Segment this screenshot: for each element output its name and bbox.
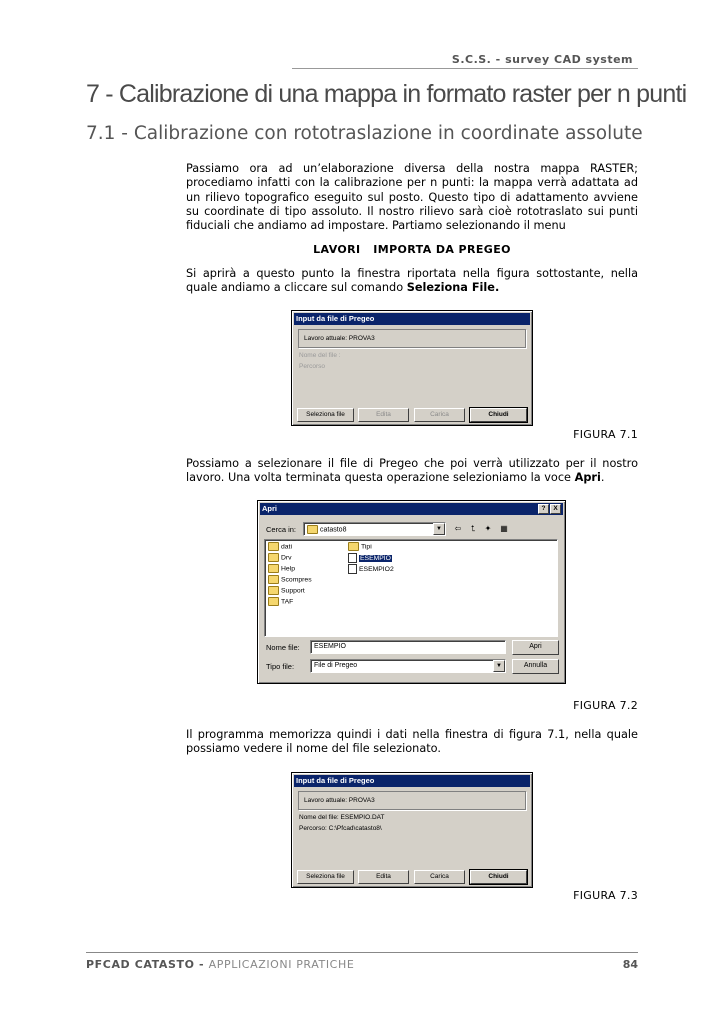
folder-icon bbox=[268, 575, 279, 584]
paragraph-2-bold: Seleziona File. bbox=[406, 281, 500, 295]
paragraph-3 bbox=[186, 457, 638, 486]
filetype-label: Tipo file: bbox=[266, 662, 295, 671]
footer-bold: PFCAD CATASTO - bbox=[86, 958, 209, 971]
file-icon bbox=[348, 564, 357, 574]
fig1-nome: Nome del file : bbox=[299, 352, 341, 359]
figure-7-1-dialog bbox=[291, 310, 533, 426]
fig3-chiudi-button[interactable]: Chiudi bbox=[470, 870, 527, 884]
lookin-combo[interactable] bbox=[303, 522, 446, 536]
list-item[interactable] bbox=[268, 564, 295, 574]
lookin-value: catasto8 bbox=[320, 526, 347, 534]
folder-icon bbox=[348, 542, 359, 551]
figure-7-2-dialog bbox=[257, 500, 566, 684]
fig3-lavoro: Lavoro attuale: PROVA3 bbox=[304, 797, 375, 804]
folder-icon bbox=[268, 542, 279, 551]
fig1-carica-button[interactable]: Carica bbox=[414, 408, 465, 422]
list-item-label: Tipi bbox=[361, 543, 372, 551]
back-icon[interactable]: ⇦ bbox=[454, 524, 462, 533]
folder-icon bbox=[307, 525, 318, 534]
cancel-button[interactable]: Annulla bbox=[512, 659, 559, 674]
filetype-select[interactable] bbox=[310, 659, 506, 673]
list-item-label: ESEMPIO bbox=[360, 554, 391, 562]
list-item-label: Help bbox=[281, 565, 295, 573]
fig1-seleziona-file-button[interactable]: Seleziona file bbox=[297, 408, 354, 422]
filename-value: ESEMPIO bbox=[314, 643, 346, 650]
paragraph-3-text: Possiamo a selezionare il file di Pregeo che poi verrà utilizzato per il nostro lavoro. Una volta terminata questa operazione selezioniamo la voce bbox=[186, 457, 638, 485]
fig3-carica-button[interactable]: Carica bbox=[414, 870, 465, 884]
list-item[interactable] bbox=[268, 575, 312, 585]
chapter-title: 7 - Calibrazione di una mappa in formato raster per n punti bbox=[86, 80, 687, 108]
list-item-selected[interactable] bbox=[348, 553, 392, 564]
intro-text: Passiamo ora ad un’elaborazione diversa della nostra mappa RASTER; procediamo infatti con la calibrazione per n punti: la mappa verrà adattata ad un rilievo topografico eseguito sul posto. Questo tipo di adattamento avviene su coordinate di tipo assoluto. Il nostro rilievo sarà cioè rototraslato sui punti fiduciali che andiamo ad impostare. Partiamo selezionando il menu bbox=[186, 162, 638, 233]
help-icon[interactable]: ? bbox=[538, 504, 549, 514]
fig1-chiudi-button[interactable]: Chiudi bbox=[470, 408, 527, 422]
fig3-seleziona-file-button[interactable]: Seleziona file bbox=[297, 870, 354, 884]
header-rule bbox=[292, 68, 638, 69]
new-folder-icon[interactable]: ✦ bbox=[484, 524, 492, 533]
lookin-label: Cerca in: bbox=[266, 525, 297, 534]
paragraph-4 bbox=[186, 728, 638, 757]
list-item-label: dati bbox=[281, 543, 292, 551]
paragraph-4-text: Il programma memorizza quindi i dati nella finestra di figura 7.1, nella quale possiamo vedere il nome del file selezionato. bbox=[186, 728, 638, 756]
intro-paragraph bbox=[186, 162, 638, 233]
caption-7-1: FIGURA 7.1 bbox=[573, 428, 638, 441]
running-header: S.C.S. - survey CAD system bbox=[451, 53, 633, 66]
file-icon bbox=[348, 553, 357, 563]
page-number: 84 bbox=[622, 958, 638, 971]
list-item-label: Scompres bbox=[281, 576, 312, 584]
footer-rule bbox=[86, 952, 638, 953]
list-item[interactable] bbox=[268, 586, 305, 596]
paragraph-3-end: . bbox=[600, 471, 605, 485]
list-item[interactable] bbox=[348, 564, 394, 575]
fig1-edita-button[interactable]: Edita bbox=[358, 408, 409, 422]
menu-command: LAVORI IMPORTA DA PREGEO bbox=[313, 243, 511, 256]
list-item[interactable] bbox=[268, 553, 292, 563]
fig3-nome: Nome del file: ESEMPIO.DAT bbox=[299, 814, 385, 821]
chevron-down-icon[interactable]: ▼ bbox=[493, 660, 505, 672]
folder-icon bbox=[268, 586, 279, 595]
fig1-lavoro: Lavoro attuale: PROVA3 bbox=[304, 335, 375, 342]
chevron-down-icon[interactable]: ▼ bbox=[433, 523, 445, 535]
paragraph-2-text: Si aprirà a questo punto la finestra riportata nella figura sottostante, nella quale andiamo a cliccare sul comando bbox=[186, 267, 638, 295]
close-icon[interactable]: X bbox=[550, 504, 561, 514]
list-item-label: ESEMPIO2 bbox=[359, 565, 394, 573]
caption-7-3: FIGURA 7.3 bbox=[573, 889, 638, 902]
fig1-percorso: Percorso bbox=[299, 363, 326, 370]
folder-icon bbox=[268, 597, 279, 606]
caption-7-2: FIGURA 7.2 bbox=[573, 699, 638, 712]
footer-sub: APPLICAZIONI PRATICHE bbox=[208, 958, 355, 971]
filename-label: Nome file: bbox=[266, 643, 300, 652]
fig2-title: Apri bbox=[262, 504, 277, 513]
fig3-titlebar: Input da file di Pregeo bbox=[294, 775, 530, 787]
paragraph-3-bold: Apri bbox=[574, 471, 601, 485]
folder-icon bbox=[268, 564, 279, 573]
section-title: 7.1 - Calibrazione con rototraslazione in coordinate assolute bbox=[86, 123, 643, 144]
list-item-label: Support bbox=[281, 587, 305, 595]
up-folder-icon[interactable]: ⮤ bbox=[470, 524, 476, 533]
paragraph-2 bbox=[186, 267, 638, 296]
figure-7-3-dialog bbox=[291, 772, 533, 888]
filename-input[interactable] bbox=[310, 640, 506, 654]
folder-icon bbox=[268, 553, 279, 562]
fig3-percorso: Percorso: C:\Pfcad\catasto8\ bbox=[299, 825, 382, 832]
open-button[interactable]: Apri bbox=[512, 640, 559, 655]
footer-title bbox=[86, 958, 354, 971]
fig1-titlebar: Input da file di Pregeo bbox=[294, 313, 530, 325]
list-item[interactable] bbox=[348, 542, 372, 552]
list-item[interactable] bbox=[268, 597, 293, 607]
fig3-edita-button[interactable]: Edita bbox=[358, 870, 409, 884]
list-item-label: Drv bbox=[281, 554, 292, 562]
file-list[interactable] bbox=[264, 539, 558, 637]
filetype-value: File di Pregeo bbox=[314, 662, 358, 669]
fig2-titlebar bbox=[260, 503, 563, 515]
list-item-label: TAF bbox=[281, 598, 294, 606]
view-menu-icon[interactable]: ▦ bbox=[500, 524, 508, 533]
list-item[interactable] bbox=[268, 542, 292, 552]
